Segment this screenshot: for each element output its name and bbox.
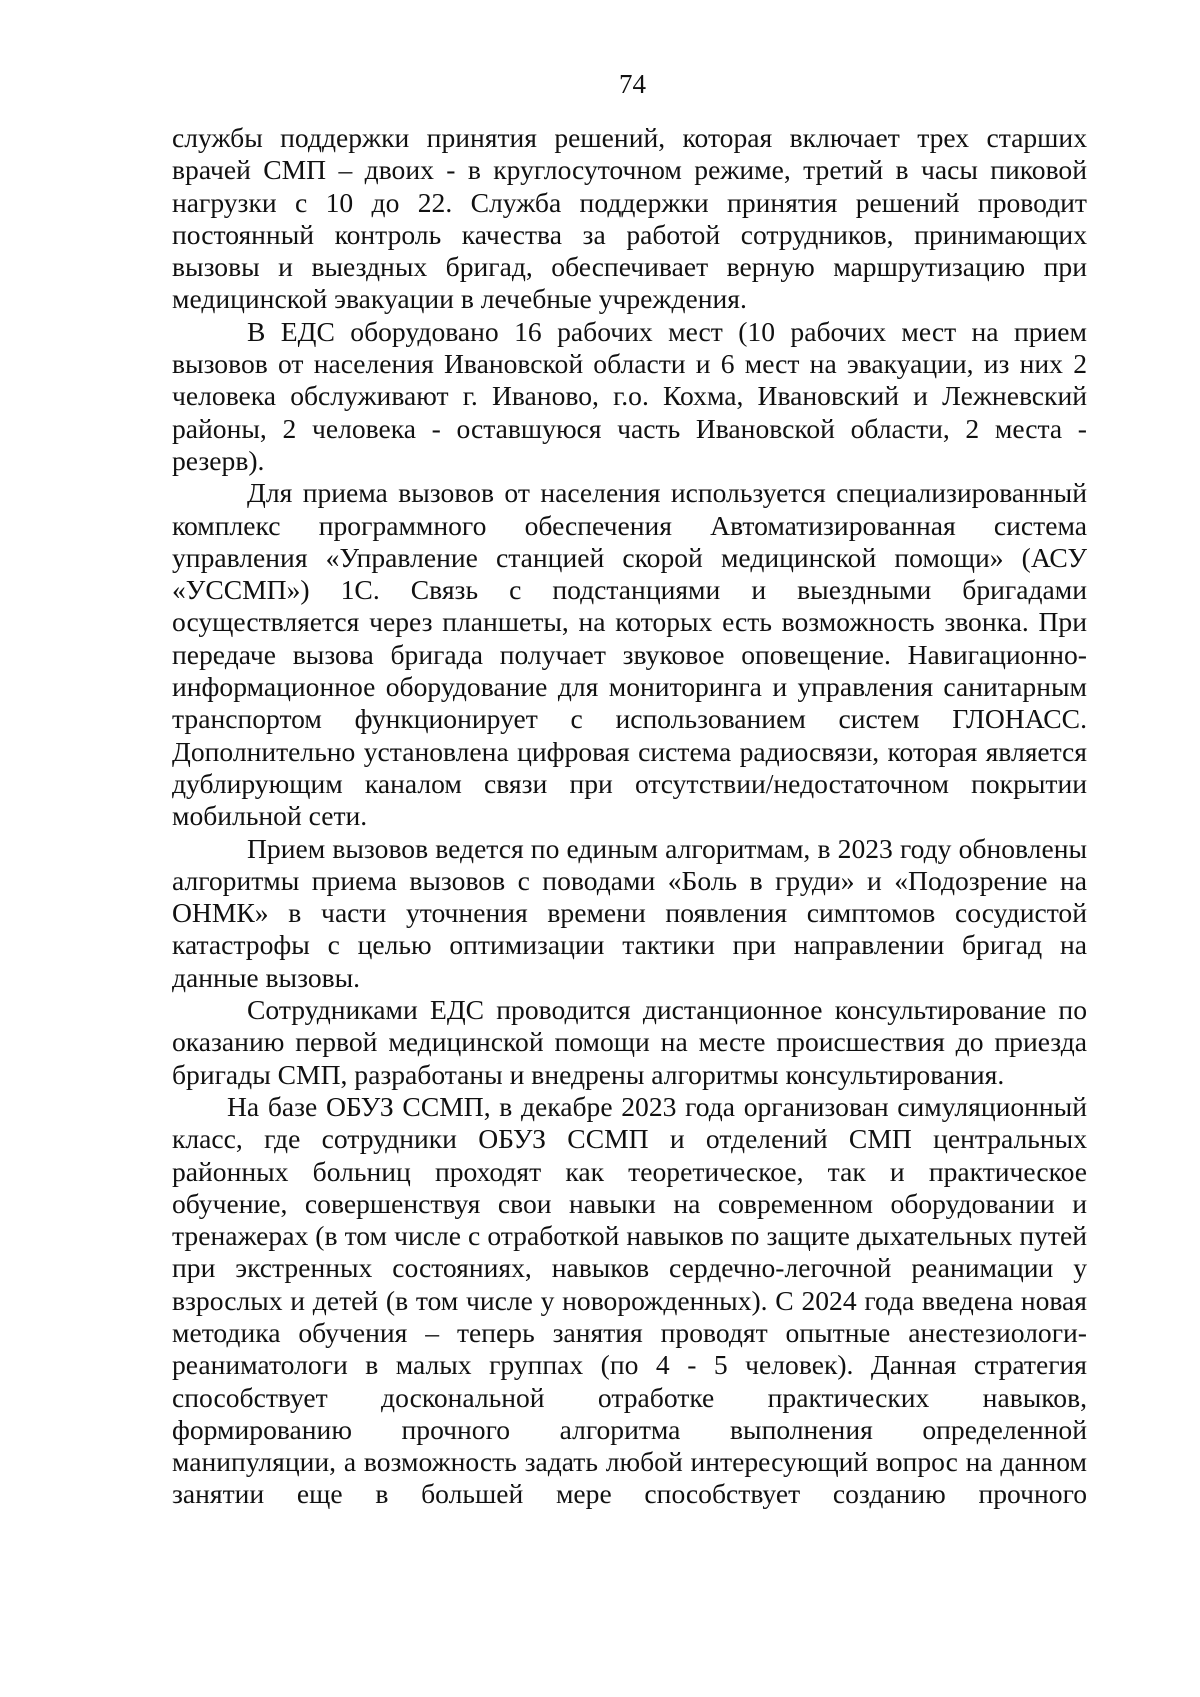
document-body (172, 122, 1087, 1511)
paragraph-eds-workplaces: В ЕДС оборудовано 16 рабочих мест (10 рабочих мест на прием вызовов от населения Ивановской области и 6 мест на эвакуации, из них 2 человека обслуживают г. Иваново, г.о. Кохма, Ивановский и Лежневский районы, 2 человека - оставшуюся часть Ивановской области, 2 места - резерв). (172, 315, 1087, 476)
paragraph-remote-consulting: Сотрудниками ЕДС проводится дистанционное консультирование по оказанию первой медицинской помощи на месте происшествия до приезда бригады СМП, разработаны и внедрены алгоритмы консультирования. (172, 994, 1087, 1090)
page-number: 74 (619, 69, 646, 99)
paragraph-simulation-class: На базе ОБУЗ ССМП, в декабре 2023 года организован симуляционный класс, где сотрудники ОБУЗ ССМП и отделений СМП центральных районных больниц проходят как теоретическое, так и практическое обучение, совершенствуя свои навыки на современном оборудовании и тренажерах (в том числе с отработкой навыков по защите дыхательных путей при экстренных состояниях, навыков сердечно-легочной реанимации у взрослых и детей (в том числе у новорожденных). С 2024 года введена новая методика обучения – теперь занятия проводят опытные анестезиологи-реаниматологи в малых группах (по 4 - 5 человек). Данная стратегия способствует доскональной отработке практических навыков, формированию прочного алгоритма выполнения определенной манипуляции, а возможность задать любой интересующий вопрос на данном занятии еще в большей мере способствует созданию прочного (172, 1090, 1087, 1510)
paragraph-decision-support-service: службы поддержки принятия решений, которая включает трех старших врачей СМП – двоих - в круглосуточном режиме, третий в часы пиковой нагрузки с 10 до 22. Служба поддержки принятия решений проводит постоянный контроль качества за работой сотрудников, принимающих вызовы и выездных бригад, обеспечивает верную маршрутизацию при медицинской эвакуации в лечебные учреждения. (172, 122, 1087, 315)
paragraph-software-complex: Для приема вызовов от населения используется специализированный комплекс программного обеспечения Автоматизированная система управления «Управление станцией скорой медицинской помощи» (АСУ «УССМП») 1С. Связь с подстанциями и выездными бригадами осуществляется через планшеты, на которых есть возможность звонка. При передаче вызова бригада получает звуковое оповещение. Навигационно-информационное оборудование для мониторинга и управления санитарным транспортом функционирует с использованием систем ГЛОНАСС. Дополнительно установлена цифровая система радиосвязи, которая является дублирующим каналом связи при отсутствии/недостаточном покрытии мобильной сети. (172, 477, 1087, 832)
paragraph-call-algorithms: Прием вызовов ведется по единым алгоритмам, в 2023 году обновлены алгоритмы приема вызовов с поводами «Боль в груди» и «Подозрение на ОНМК» в части уточнения времени появления симптомов сосудистой катастрофы с целью оптимизации тактики при направлении бригад на данные вызовы. (172, 832, 1087, 993)
